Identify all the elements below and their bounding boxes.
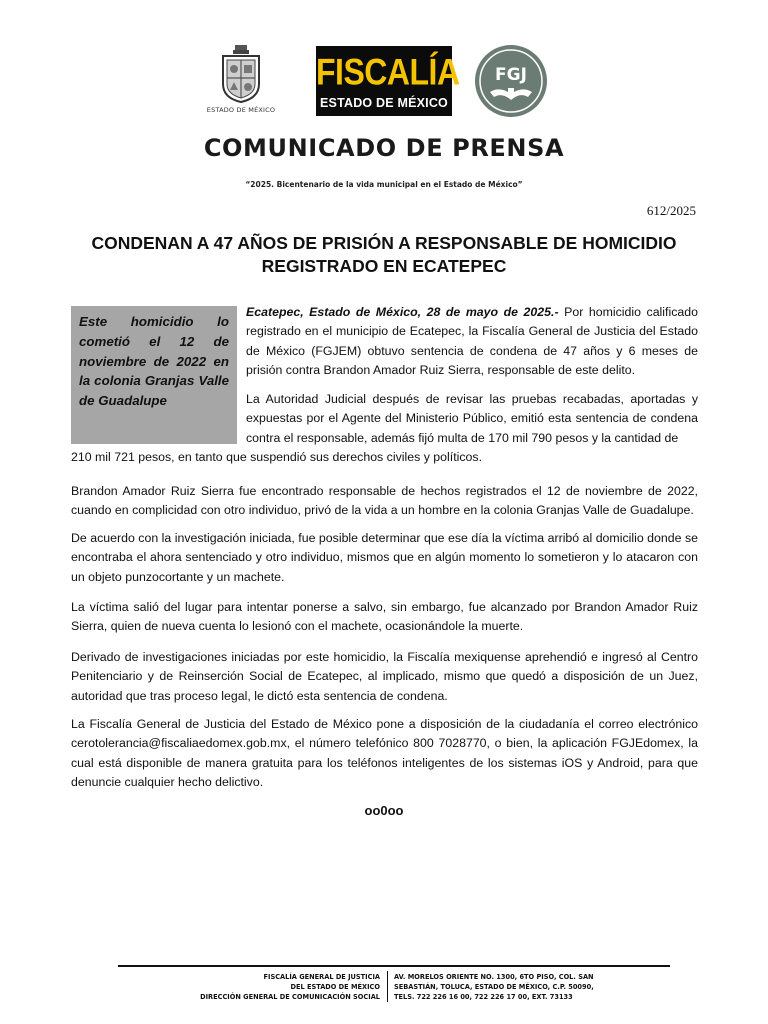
footer-left-line-3: DIRECCIÓN GENERAL DE COMUNICACIÓN SOCIAL — [200, 993, 380, 1001]
fiscalia-logo-subtitle: ESTADO DE MÉXICO — [320, 96, 448, 110]
paragraph-4: De acuerdo con la investigación iniciada, fue posible determinar que ese día la víctima arribó al domicilio donde se encontraba el ahora sentenciado y otro individuo, mismos que en algún momento lo sometieron y lo atacaron con un objeto punzocortante y un machete. — [71, 531, 698, 584]
paragraph-7: La Fiscalía General de Justicia del Estado de México pone a disposición de la ciudadanía el correo electrónico cerotolerancia@fiscaliaedomex.gob.mx, el número telefónico 800 7028770, o bien, la aplicación FGJEdomex, la cual está disponible de manera gratuita para los teléfonos inteligentes de los sistemas iOS y Android, para que denuncie cualquier hecho delictivo. — [71, 717, 698, 789]
footer-left-line-1: FISCALÍA GENERAL DE JUSTICIA — [263, 973, 380, 981]
estado-de-mexico-label: ESTADO DE MÉXICO — [206, 106, 276, 114]
footer-right-line-2: SEBASTIÁN, TOLUCA, ESTADO DE MÉXICO, C.P. 50090, — [394, 983, 594, 991]
paragraph-2: La Autoridad Judicial después de revisar las pruebas recabadas, aportadas y expuestas por el Agente del Ministerio Público, emitió esta sentencia de condena contra el responsable, además fijó multa de 170 mil 790 pesos y la cantidad de — [246, 392, 698, 445]
footer-right-line-1: AV. MORELOS ORIENTE NO. 1300, 6TO PISO, COL. SAN — [394, 973, 594, 981]
paragraph-6: Derivado de investigaciones iniciadas por este homicidio, la Fiscalía mexiquense aprehendió e ingresó al Centro Penitenciario y de Reinserción Social de Ecatepec, al implicado, mismo que quedó a disposición de un Juez, autoridad que tras proceso legal, le dictó esta sentencia de condena. — [71, 650, 698, 703]
highlight-text: Este homicidio lo cometió el 12 de noviembre de 2022 en la colonia Granjas Valle de Guadalupe — [79, 314, 229, 409]
bulletin-number: 612/2025 — [646, 203, 696, 218]
paragraph-5: La víctima salió del lugar para intentar ponerse a salvo, sin embargo, fue alcanzado por Brandon Amador Ruiz Sierra, quien de nueva cuenta lo lesionó con el machete, ocasionándole la muerte. — [71, 600, 698, 634]
footer-left-line-2: DEL ESTADO DE MÉXICO — [290, 983, 380, 991]
dateline: Ecatepec, Estado de México, 28 de mayo de 2025.- — [246, 305, 559, 319]
footer-right-line-3: TELS. 722 226 16 00, 722 226 17 00, EXT. 73133 — [394, 993, 573, 1001]
footer-institution — [118, 972, 380, 1002]
highlight-box — [71, 306, 237, 444]
fgj-badge-text: FGJ — [495, 65, 527, 85]
motto: “2025. Bicentenario de la vida municipal en el Estado de México” — [245, 180, 523, 189]
paragraph-2-continuation: 210 mil 721 pesos, en tanto que suspendió sus derechos civiles y políticos. — [71, 450, 483, 464]
estado-de-mexico-logo — [206, 44, 276, 122]
fiscalia-logo-title: FISCALÍA — [316, 51, 460, 93]
fgj-badge-icon — [474, 44, 548, 118]
fgj-logo — [474, 44, 548, 118]
paragraph-1-text: Por homicidio calificado registrado en el municipio de Ecatepec, la Fiscalía General de Justicia del Estado de México (FGJEM) obtuvo sentencia de condena de 47 años y 6 meses de prisión contra Brandon Amador Ruiz Sierra, responsable de este delito. — [246, 305, 698, 377]
footer-address — [394, 972, 674, 1002]
paragraph-3: Brandon Amador Ruiz Sierra fue encontrado responsable de hechos registrados el 12 de noviembre de 2022, cuando en complicidad con otro individuo, privó de la vida a un hombre en la colonia Granjas Valle de Guadalupe. — [71, 484, 698, 518]
coat-of-arms-icon — [219, 44, 263, 104]
page-title: COMUNICADO DE PRENSA — [203, 134, 565, 162]
header-logos — [0, 44, 768, 122]
footer-vertical-divider — [387, 971, 388, 1002]
headline: CONDENAN A 47 AÑOS DE PRISIÓN A RESPONSABLE DE HOMICIDIO REGISTRADO EN ECATEPEC — [91, 233, 677, 276]
fiscalia-logo — [316, 46, 460, 116]
closing-mark: oo0oo — [364, 803, 404, 818]
footer-divider — [118, 965, 670, 967]
paragraph-1 — [246, 303, 698, 380]
